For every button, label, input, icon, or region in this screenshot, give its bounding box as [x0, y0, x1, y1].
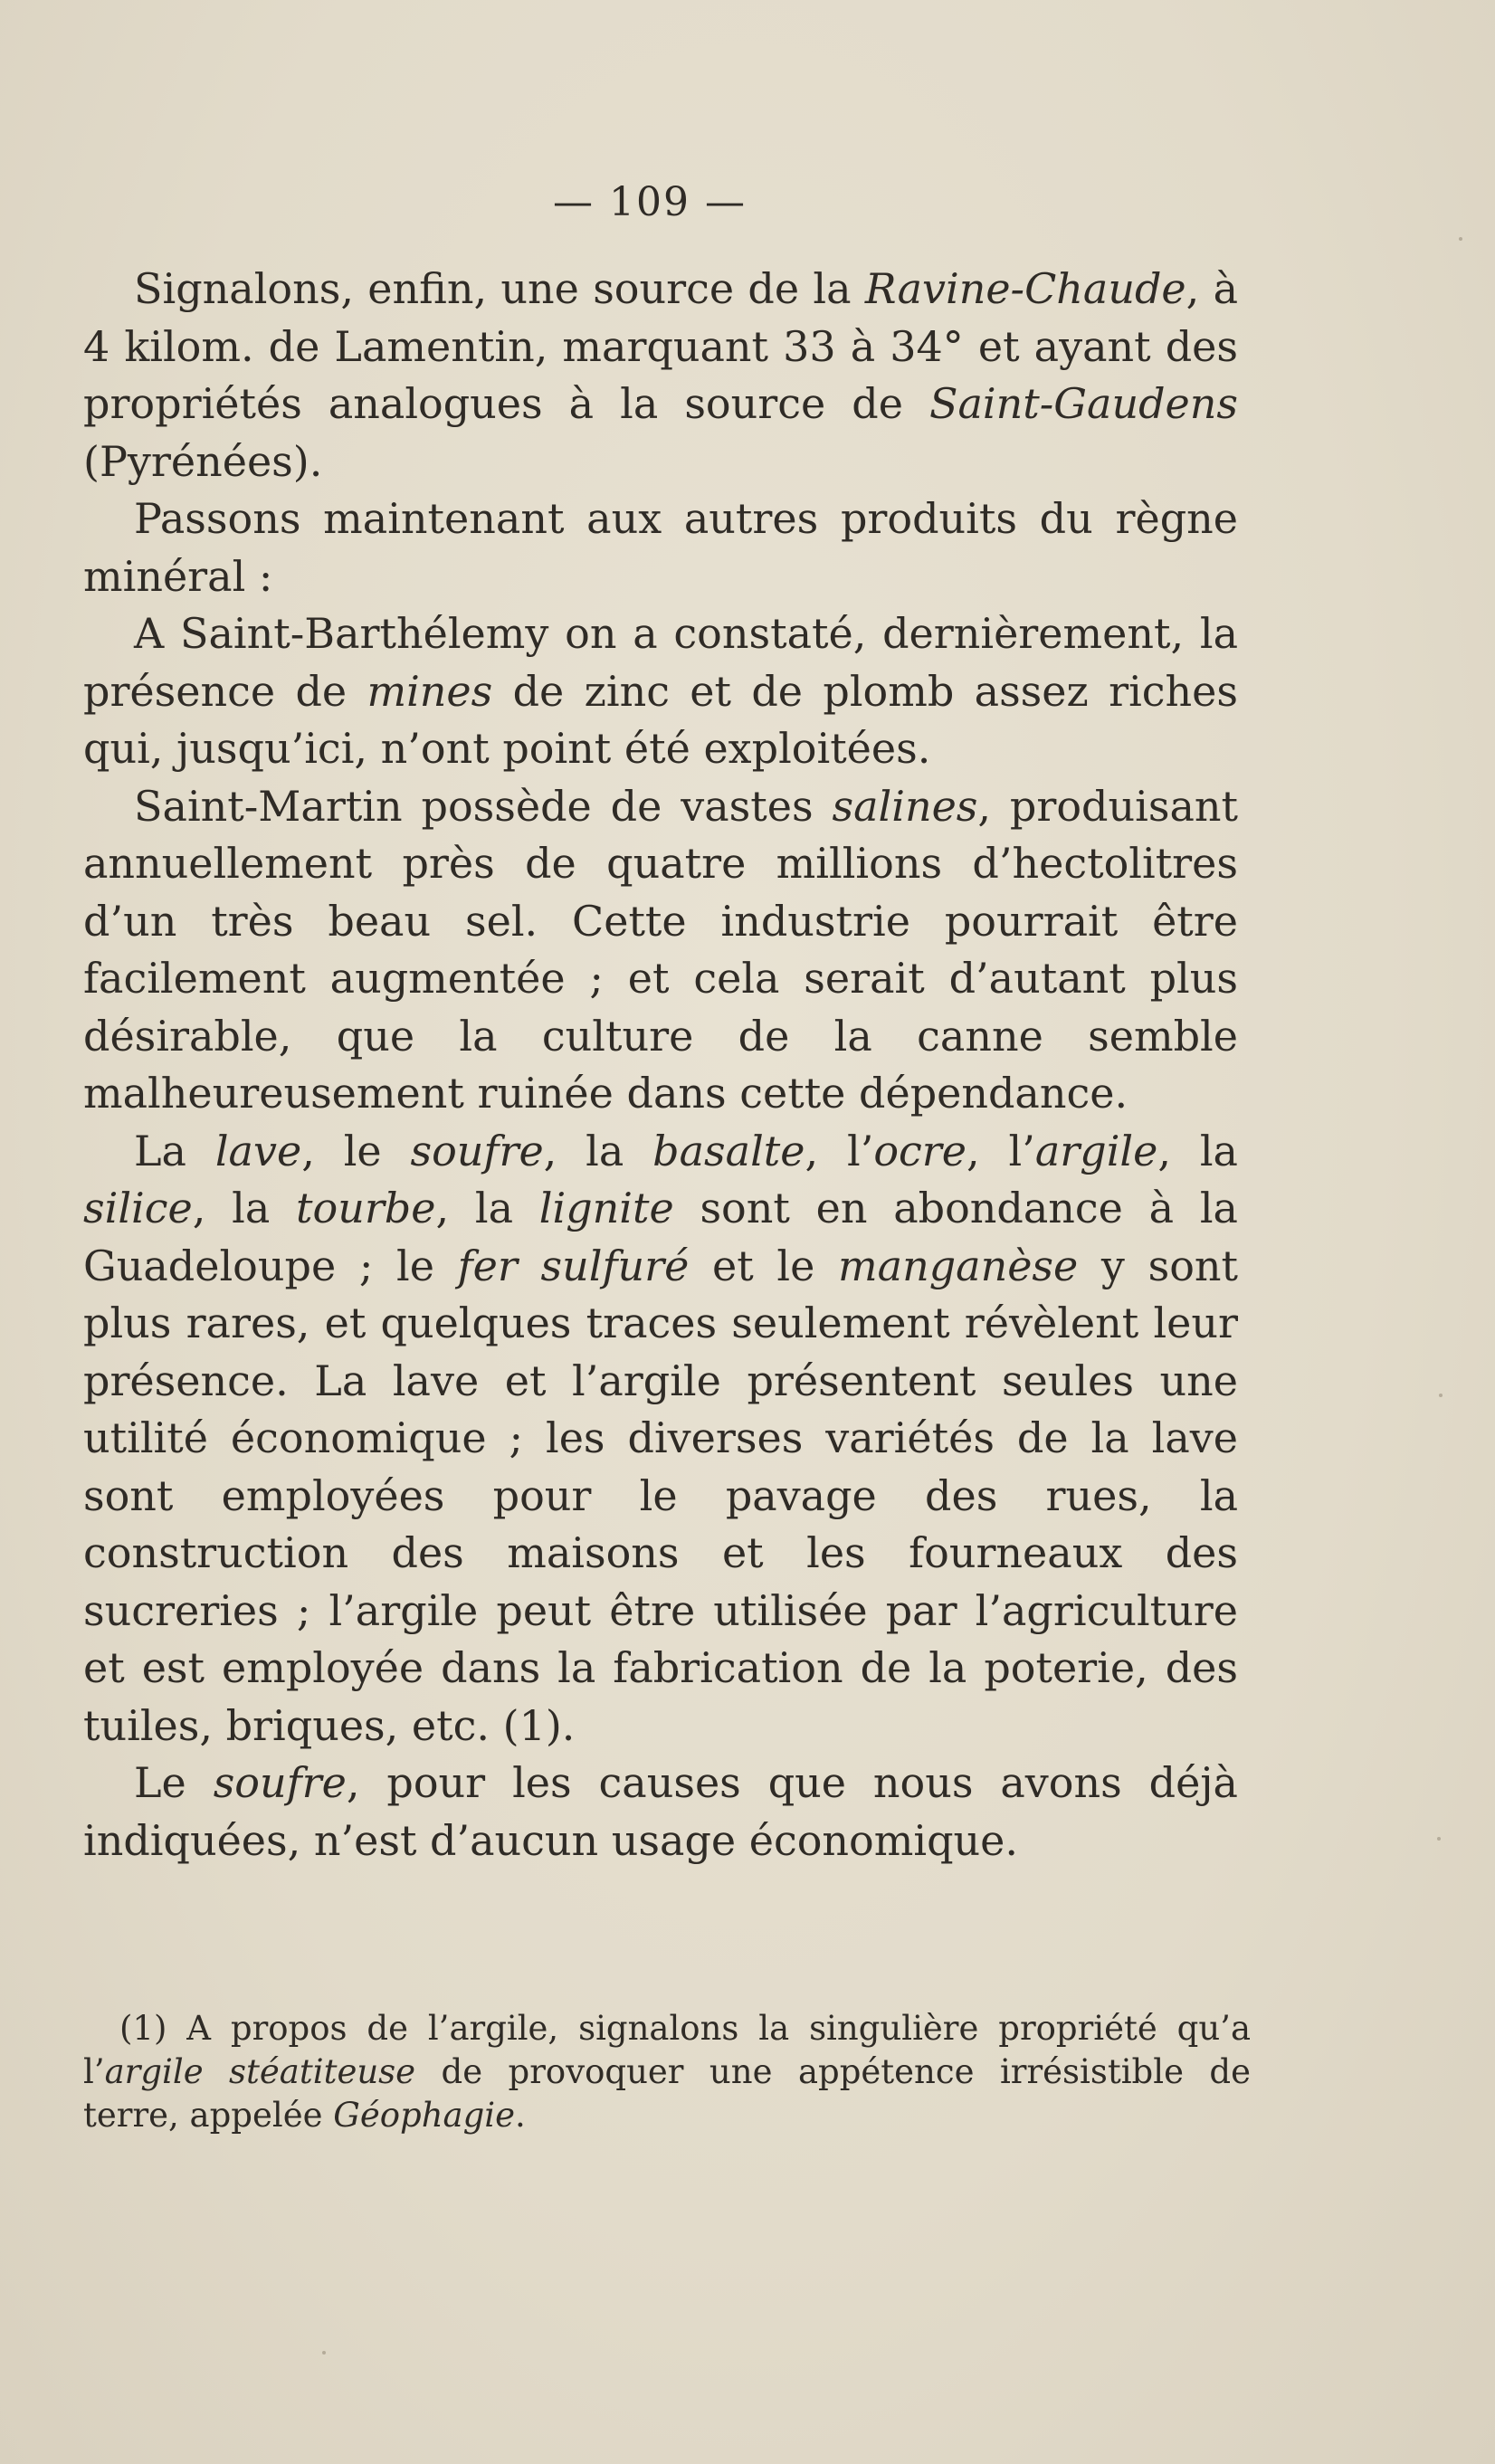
footnote	[83, 2007, 1251, 2137]
text-run: La	[134, 1126, 215, 1175]
text-run: , la	[192, 1184, 297, 1232]
text-run: , le	[301, 1126, 411, 1175]
text-run: A Saint-Barthélemy on a constaté, dernièrement, la présence de	[83, 609, 1238, 716]
italic-term: tourbe	[296, 1184, 436, 1232]
italic-term: fer sulfuré	[457, 1241, 690, 1290]
paper-speck	[1459, 237, 1462, 241]
italic-term: Saint-Gaudens	[928, 379, 1238, 428]
text-run: Passons maintenant aux autres produits du règne minéral :	[83, 494, 1238, 601]
paragraph	[83, 605, 1238, 778]
body-text	[83, 261, 1238, 1869]
italic-term: salines	[832, 781, 978, 831]
text-run: (1) A propos de l’argile, signalons la singulière propriété qu’a l’	[83, 2009, 1251, 2091]
italic-term: basalte	[652, 1126, 805, 1175]
text-run: Saint-Martin possède de vastes	[134, 781, 833, 831]
italic-term: Géophagie	[333, 2096, 515, 2135]
italic-term: soufre	[410, 1126, 544, 1175]
paragraph	[83, 1123, 1238, 1755]
text-run: de provoquer une appétence irrésistible de terre, appelée	[83, 2052, 1252, 2135]
text-run: , produisant annuellement près de quatre millions d’hectolitres d’un très beau sel. Cette industrie pourrait être facilement augmentée ; et cela serait d’autant plus désirable, que la culture de la canne semble malheureusement ruinée dans cette dépendance.	[83, 781, 1238, 1118]
text-run: , pour les causes que nous avons déjà indiquées, n’est d’aucun usage économique.	[83, 1758, 1238, 1865]
paper-speck	[1439, 1394, 1443, 1397]
italic-term: lave	[214, 1126, 302, 1175]
text-run: , à 4 kilom. de Lamentin, marquant 33 à 34° et ayant des propriétés analogues à la source de	[83, 264, 1238, 428]
text-run: , la	[1157, 1126, 1238, 1175]
text-run: y sont plus rares, et quelques traces seulement révèlent leur présence. La lave et l’argile présentent seules une utilité économique ; les diverses variétés de la lave sont employées pour le pavage des rues, la construction des maisons et les fourneaux des sucreries ; l’argile peut être utilisée par l’agriculture et est employée dans la fabrication de la poterie, des tuiles, briques, etc. (1).	[83, 1241, 1238, 1750]
text-run: sont en abondance à la Guadeloupe ; le	[83, 1184, 1238, 1290]
paragraph	[83, 778, 1238, 1123]
text-run: Signalons, enfin, une source de la	[134, 264, 865, 313]
italic-term: argile	[1034, 1126, 1158, 1175]
paragraph	[83, 490, 1238, 605]
italic-term: lignite	[538, 1184, 674, 1232]
paper-speck	[322, 2351, 326, 2355]
text-run: , la	[543, 1126, 653, 1175]
italic-term: manganèse	[838, 1241, 1079, 1290]
italic-term: Ravine-Chaude	[864, 264, 1186, 313]
text-run: , l’	[967, 1126, 1035, 1175]
italic-term: mines	[367, 666, 493, 716]
paper-speck	[1437, 1837, 1441, 1841]
italic-term: silice	[83, 1184, 193, 1232]
text-run: .	[515, 2096, 526, 2135]
text-run: (Pyrénées).	[83, 436, 323, 486]
text-run: , la	[435, 1184, 539, 1232]
text-run: Le	[134, 1758, 214, 1807]
footnote-paragraph	[83, 2007, 1251, 2137]
paragraph	[83, 261, 1238, 490]
text-run: et le	[689, 1241, 839, 1290]
italic-term: soufre	[213, 1758, 347, 1807]
text-run: , l’	[805, 1126, 874, 1175]
paragraph	[83, 1755, 1238, 1869]
italic-term: ocre	[873, 1126, 967, 1175]
text-run: de zinc et de plomb assez riches qui, jusqu’ici, n’ont point été exploitées.	[83, 666, 1239, 773]
page-number: — 109 —	[553, 179, 747, 225]
italic-term: argile stéatiteuse	[104, 2052, 416, 2091]
